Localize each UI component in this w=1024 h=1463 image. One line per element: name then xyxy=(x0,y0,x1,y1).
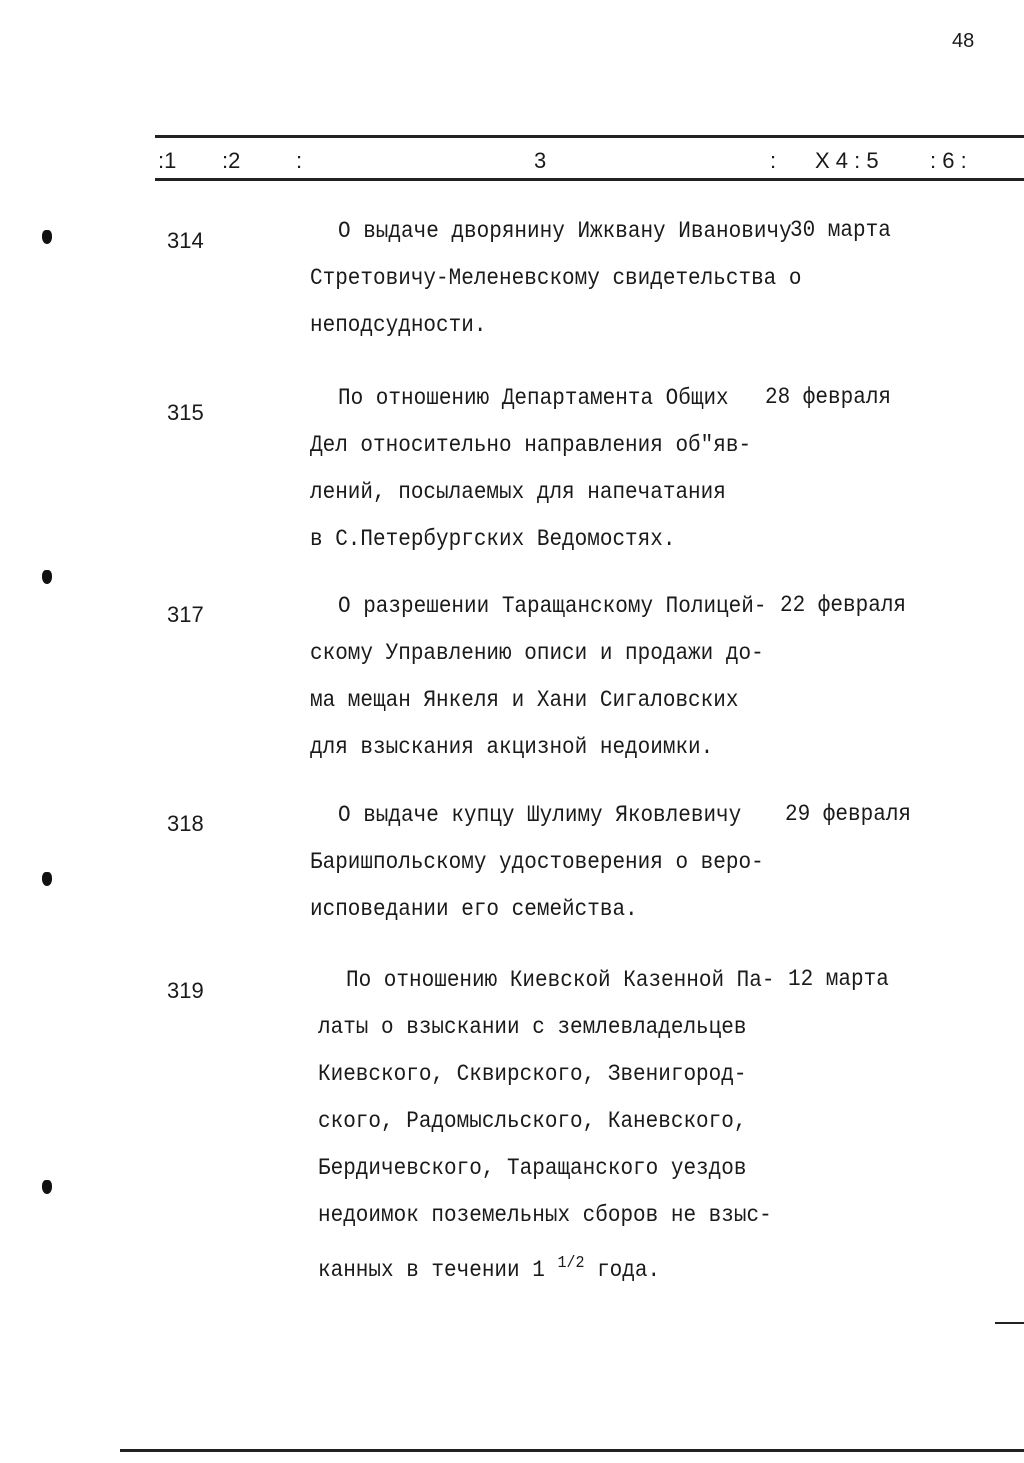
page-number: 48 xyxy=(952,30,975,52)
punch-hole-mark xyxy=(42,1180,52,1194)
entry-line: неподсудности. xyxy=(310,313,487,339)
entry-line: Киевского, Сквирского, Звенигород- xyxy=(318,1062,747,1088)
entry-line: для взыскания акцизной недоимки. xyxy=(310,735,714,761)
entry-line: латы о взыскании с землевладельцев xyxy=(318,1015,747,1041)
entry-line: скому Управлению описи и продажи до- xyxy=(310,641,764,667)
entry-line: недоимок поземельных сборов не взыс- xyxy=(318,1203,772,1230)
column-header-4-5: Х 4 : 5 xyxy=(815,148,879,173)
entry-line: канных в течении 1 xyxy=(318,1258,545,1284)
column-header-1: :1 xyxy=(158,148,177,173)
entry-line: Дел относительно направления об"яв- xyxy=(310,433,752,459)
entry-text xyxy=(310,793,764,934)
entry-line: в С.Петербургских Ведомостях. xyxy=(310,527,676,553)
entry-line: Баришпольскому удостоверения о веро- xyxy=(310,850,764,876)
entry-line: О выдаче дворянину Ижквану Ивановичу xyxy=(338,219,792,245)
fraction: 1/2 xyxy=(557,1253,585,1273)
entry-text xyxy=(310,209,801,350)
entry-number: 317 xyxy=(167,602,204,627)
entry-number: 318 xyxy=(167,811,204,836)
entry-line: Стретовичу-Меленевскому свидетельства о xyxy=(310,266,802,292)
entry-number: 319 xyxy=(167,978,204,1003)
bottom-rule xyxy=(120,1449,1024,1452)
entry-line-last xyxy=(318,1240,774,1295)
punch-hole-mark xyxy=(42,230,52,244)
punch-hole-mark xyxy=(42,570,52,584)
entry-text xyxy=(318,958,774,1295)
column-header-6: : 6 : xyxy=(930,148,967,173)
entry-number: 315 xyxy=(167,400,204,425)
column-header-2: :2 xyxy=(222,148,241,173)
header-top-rule xyxy=(155,135,1024,138)
column-separator: : xyxy=(770,148,777,173)
entry-date: 30 марта xyxy=(790,218,891,244)
entry-line: О разрешении Таращанскому Полицей- xyxy=(338,594,767,620)
entry-line: По отношению Департамента Общих xyxy=(338,386,729,412)
entry-date: 22 февраля xyxy=(780,593,907,619)
entry-text xyxy=(310,376,751,564)
entry-line: лений, посылаемых для напечатания xyxy=(310,480,726,506)
entry-line: ского, Радомысльского, Каневского, xyxy=(318,1109,747,1135)
entry-date: 12 марта xyxy=(788,967,889,993)
column-header-3: 3 xyxy=(534,148,547,173)
header-bottom-rule xyxy=(155,178,1024,181)
entry-date: 29 февраля xyxy=(785,802,912,828)
entry-date: 28 февраля xyxy=(765,385,892,411)
entry-line: По отношению Киевской Казенной Па- xyxy=(346,968,775,994)
entry-line: О выдаче купцу Шулиму Яковлевичу xyxy=(338,803,742,829)
column-separator: : xyxy=(296,148,303,173)
edge-mark xyxy=(995,1322,1024,1324)
entry-line-tail: года. xyxy=(597,1258,661,1284)
entry-line: ма мещан Янкеля и Хани Сигаловских xyxy=(310,688,739,714)
punch-hole-mark xyxy=(42,872,52,886)
entry-line: исповедании его семейства. xyxy=(310,897,638,923)
entry-line: Бердичевского, Таращанского уездов xyxy=(318,1156,747,1182)
entry-text xyxy=(310,584,766,772)
entry-number: 314 xyxy=(167,228,204,253)
